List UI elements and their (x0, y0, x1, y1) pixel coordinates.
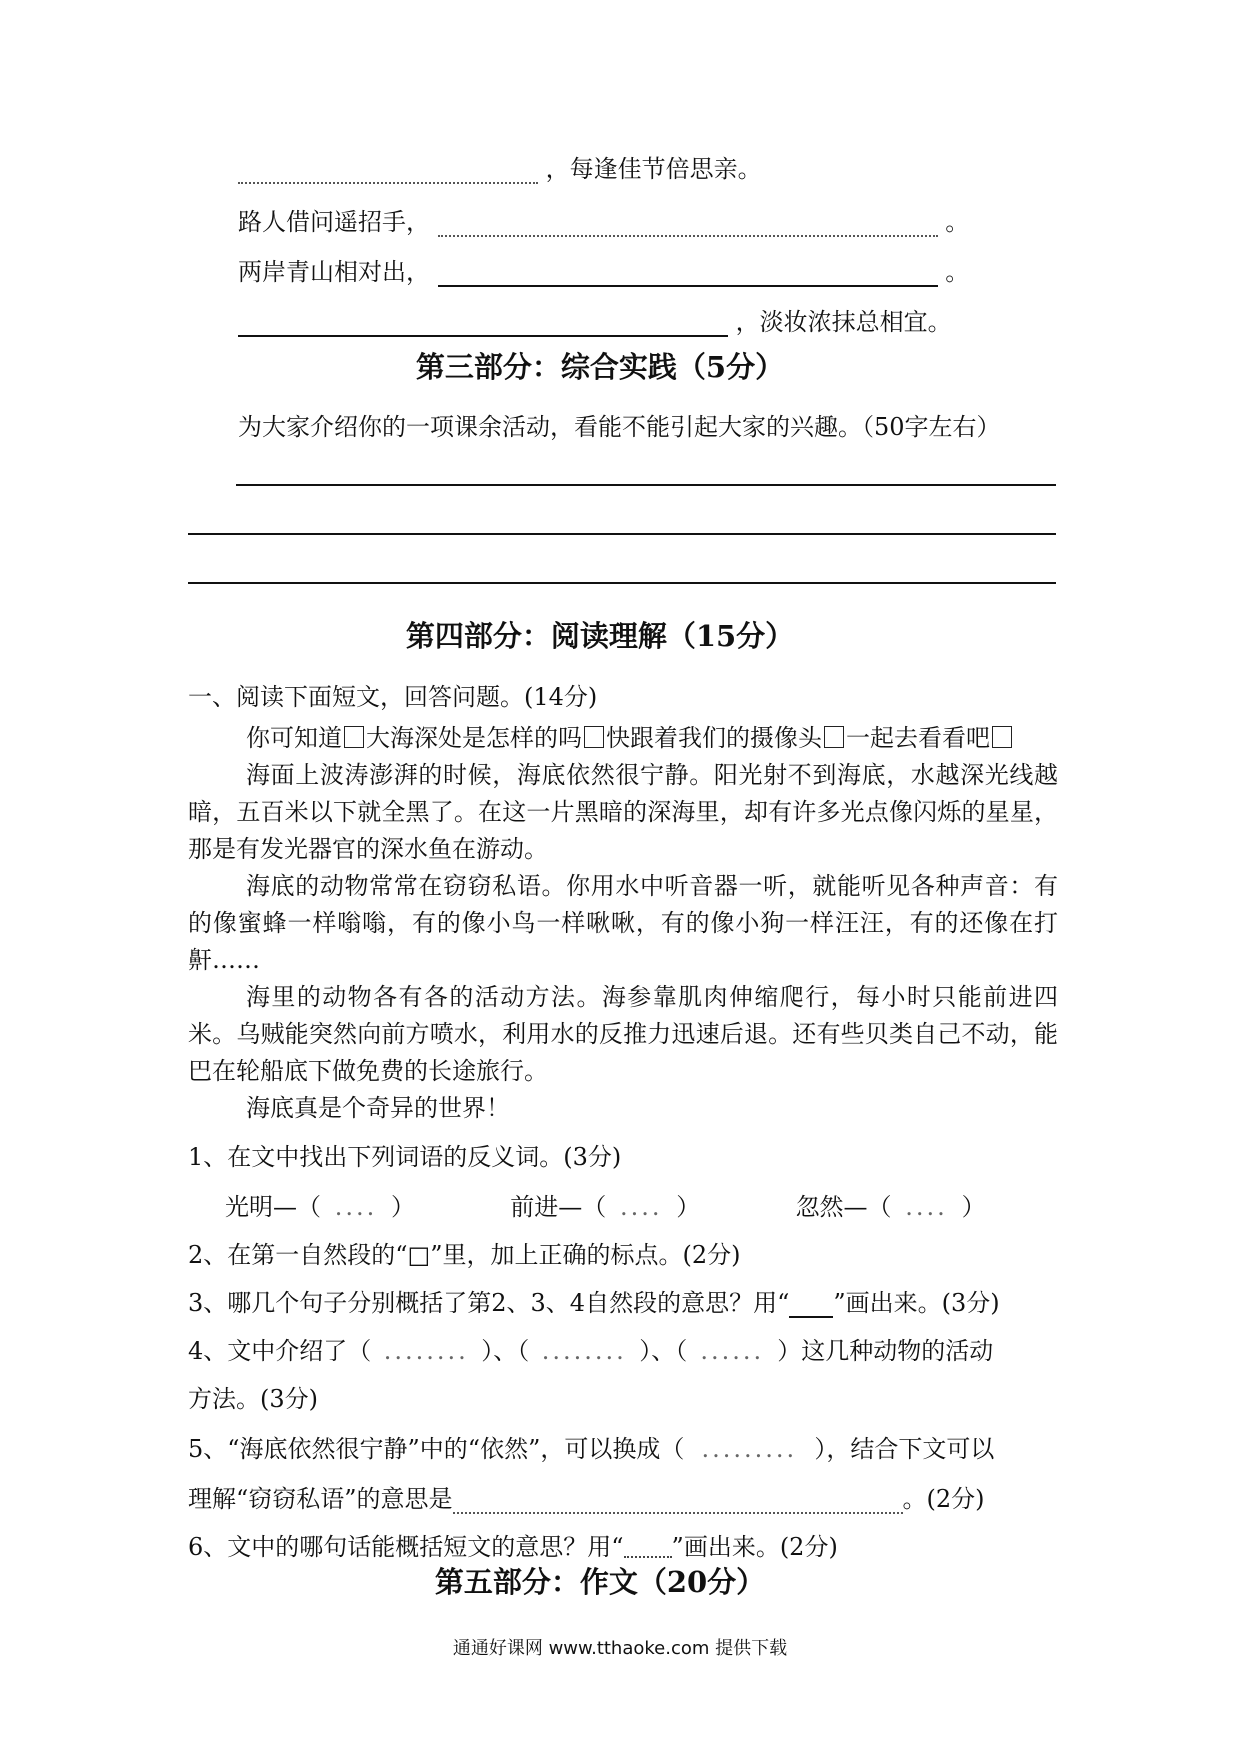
poem-line-2-end: 。 (945, 208, 970, 236)
q6-text-pre: 6、文中的哪句话能概括短文的意思？用“ (188, 1533, 624, 1561)
p1-seg-2: 大海深处是怎样的吗 (366, 724, 582, 752)
word-2-label: 前进—（ (510, 1193, 607, 1221)
word-3-close: ） (961, 1193, 986, 1221)
question-3 (188, 1286, 1000, 1320)
poem-line-2-text: 路人借问遥招手， (238, 208, 430, 236)
poem-blank-1[interactable] (238, 158, 538, 184)
passage-paragraph-3: 海底的动物常常在窃窃私语。你用水中听音器一听，就能听见各种声音：有的像蜜蜂一样嗡嗡，有的像小鸟一样啾啾，有的像小狗一样汪汪，有的还像在打鼾…… (188, 872, 1058, 974)
poem-line-2 (238, 205, 969, 239)
q4-blank-2[interactable]: ........ (541, 1337, 627, 1365)
question-4 (188, 1334, 993, 1368)
q4-text-a: 4、文中介绍了（ (188, 1337, 372, 1365)
q4-blank-3[interactable]: ...... (700, 1337, 765, 1365)
word-1-close: ） (391, 1193, 415, 1221)
q6-text-post: ”画出来。(2分) (671, 1533, 838, 1561)
p1-seg-3: 快跟着我们的摄像头 (606, 724, 822, 752)
q3-text-pre: 3、哪几个句子分别概括了第2、3、4自然段的意思？用“ (188, 1289, 790, 1317)
poem-line-3 (238, 255, 969, 289)
q4-text-c: ）、（ (639, 1337, 688, 1365)
antonym-blank-3[interactable]: .... (905, 1193, 948, 1221)
q5-blank-1[interactable]: ......... (701, 1435, 798, 1463)
question-1: 1、在文中找出下列词语的反义词。(3分) (188, 1143, 622, 1171)
part3-heading: 第三部分：综合实践（5分） (415, 350, 785, 384)
punct-box-3[interactable] (824, 726, 844, 748)
question-5 (188, 1432, 994, 1466)
poem-blank-2[interactable] (438, 211, 938, 237)
answer-line-3[interactable] (188, 582, 1056, 584)
poem-line-4 (238, 305, 952, 339)
p1-seg-1: 你可知道 (246, 724, 342, 752)
q3-text-post: ”画出来。(3分) (833, 1289, 1000, 1317)
question-5-cont (188, 1482, 985, 1516)
poem-line-4-text: ，淡妆浓抹总相宜。 (735, 308, 952, 336)
q5-text-c: 理解“窃窃私语”的意思是 (188, 1485, 453, 1513)
punct-box-1[interactable] (344, 726, 364, 748)
q5-blank-2[interactable] (453, 1488, 903, 1514)
q4-text-d: ）这几种动物的活动 (777, 1337, 994, 1365)
passage-paragraph-5: 海底真是个奇异的世界！ (246, 1094, 510, 1122)
q5-text-d: 。(2分) (902, 1485, 985, 1513)
word-2-close: ） (676, 1193, 701, 1221)
passage-paragraph-1 (188, 720, 1058, 757)
passage-paragraph-4: 海里的动物各有各的活动方法。海参靠肌肉伸缩爬行，每小时只能前进四米。乌贼能突然向前方喷水，利用水的反推力迅速后退。还有些贝类自己不动，能巴在轮船底下做免费的长途旅行。 (188, 983, 1058, 1085)
poem-line-1-text: ，每逢佳节倍思亲。 (545, 155, 762, 183)
question-1-words (225, 1190, 986, 1224)
question-2: 2、在第一自然段的“□”里，加上正确的标点。(2分) (188, 1241, 741, 1269)
q5-text-b: ），结合下文可以 (814, 1435, 995, 1463)
passage-paragraph-2: 海面上波涛澎湃的时候，海底依然很宁静。阳光射不到海底，水越深光线越暗，五百米以下就全黑了。在这一片黑暗的深海里，却有许多光点像闪烁的星星，那是有发光器官的深水鱼在游动。 (188, 761, 1058, 863)
part4-heading: 第四部分：阅读理解（15分） (405, 619, 795, 653)
p1-seg-4: 一起去看看吧 (846, 724, 990, 752)
q4-blank-1[interactable]: ........ (383, 1337, 469, 1365)
part3-prompt: 为大家介绍你的一项课余活动，看能不能引起大家的兴趣。（50字左右） (238, 413, 1001, 441)
part4-intro: 一、阅读下面短文，回答问题。(14分) (188, 683, 598, 711)
word-1-label: 光明—（ (225, 1193, 321, 1221)
q4-text-b: ）、（ (481, 1337, 530, 1365)
poem-blank-4[interactable] (238, 311, 728, 337)
question-4-cont: 方法。(3分) (188, 1385, 318, 1413)
punct-box-2[interactable] (584, 726, 604, 748)
question-6 (188, 1530, 838, 1564)
answer-line-2[interactable] (188, 533, 1056, 535)
word-3-label: 忽然—（ (795, 1193, 892, 1221)
q6-wavy-sample (624, 1540, 672, 1558)
q5-text-a: 5、“海底依然很宁静”中的“依然”，可以换成（ (188, 1435, 685, 1463)
footer-source: 通通好课网 www.tthaoke.com 提供下载 (452, 1638, 788, 1659)
part5-heading: 第五部分：作文（20分） (434, 1565, 766, 1599)
punct-box-4[interactable] (992, 726, 1012, 748)
antonym-blank-2[interactable]: .... (620, 1193, 663, 1221)
poem-line-3-text: 两岸青山相对出， (238, 258, 430, 286)
poem-blank-3[interactable] (438, 261, 938, 287)
poem-line-3-end: 。 (945, 258, 970, 286)
poem-line-1 (238, 152, 762, 186)
answer-line-1[interactable] (236, 484, 1056, 486)
q3-underline-sample (789, 1292, 833, 1318)
antonym-blank-1[interactable]: .... (334, 1193, 378, 1221)
